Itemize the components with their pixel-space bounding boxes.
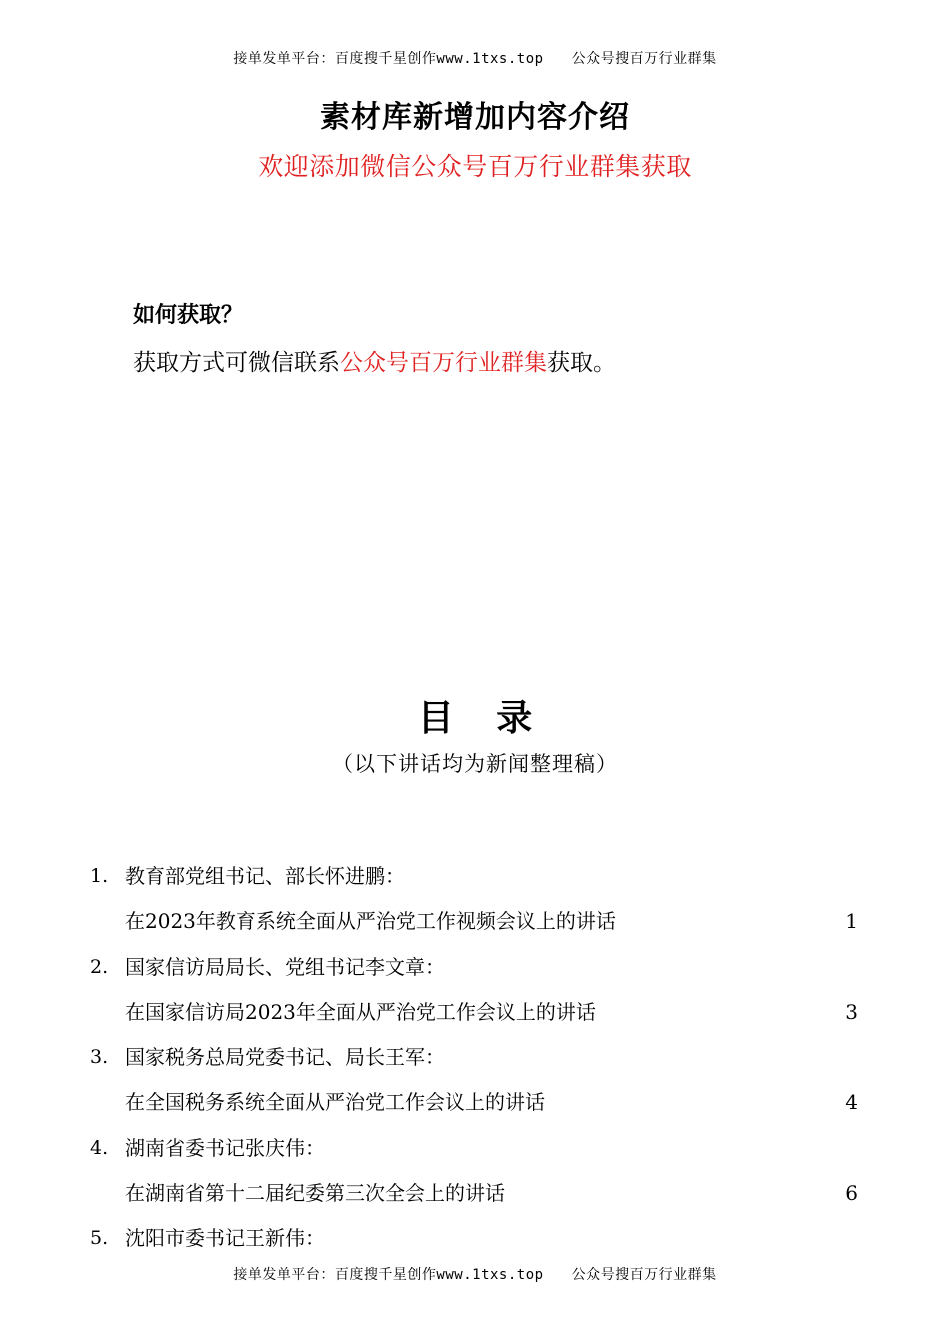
toc-item [0, 1037, 950, 1128]
toc-note: （以下讲话均为新闻整理稿） [332, 752, 618, 776]
table-of-contents [0, 856, 950, 1309]
toc-item [0, 1128, 950, 1219]
toc-item [0, 856, 950, 947]
toc-item-author: 教育部党组书记、部长怀进鹏： [125, 864, 405, 888]
toc-item-author: 湖南省委书记张庆伟： [125, 1135, 325, 1160]
toc-item-page: 1 [845, 909, 858, 933]
toc-item-number: 1. [90, 865, 109, 887]
howto-heading: 如何获取？ [133, 303, 244, 328]
footer-account-text: 公众号搜百万行业群集 [571, 1267, 717, 1283]
header-account-text: 公众号搜百万行业群集 [571, 51, 717, 67]
toc-item-number: 3. [90, 1046, 109, 1068]
page-footer [0, 1264, 950, 1284]
toc-item-page: 4 [845, 1090, 858, 1114]
document-title: 素材库新增加内容介绍 [320, 100, 630, 135]
toc-item-author: 国家信访局局长、党组书记李文章： [125, 954, 445, 979]
howto-text-highlight: 公众号百万行业群集 [340, 350, 547, 376]
toc-item-number: 5. [90, 1227, 109, 1249]
toc-title: 目 录 [417, 698, 533, 739]
toc-item-number: 4. [90, 1136, 109, 1159]
howto-paragraph [133, 344, 616, 377]
toc-item-speech: 在国家信访局2023年全面从严治党工作会议上的讲话 [125, 999, 596, 1024]
toc-item-number: 2. [90, 955, 109, 978]
toc-item-speech: 在全国税务系统全面从严治党工作会议上的讲话 [125, 1090, 545, 1114]
toc-item [0, 947, 950, 1038]
header-platform-text: 接单发单平台：百度搜千星创作www.1txs.top [233, 51, 544, 67]
toc-item-page: 3 [845, 999, 858, 1024]
toc-item-page: 6 [845, 1180, 858, 1205]
howto-text-before: 获取方式可微信联系 [133, 350, 340, 376]
toc-item-author: 沈阳市委书记王新伟： [125, 1226, 325, 1250]
footer-platform-text: 接单发单平台：百度搜千星创作www.1txs.top [233, 1267, 544, 1283]
page-header [0, 48, 950, 68]
document-subtitle: 欢迎添加微信公众号百万行业群集获取 [258, 152, 692, 181]
toc-item-author: 国家税务总局党委书记、局长王军： [125, 1045, 445, 1069]
toc-item-speech: 在湖南省第十二届纪委第三次全会上的讲话 [125, 1180, 505, 1205]
howto-text-after: 获取。 [547, 350, 616, 376]
toc-item-speech: 在2023年教育系统全面从严治党工作视频会议上的讲话 [125, 909, 616, 933]
